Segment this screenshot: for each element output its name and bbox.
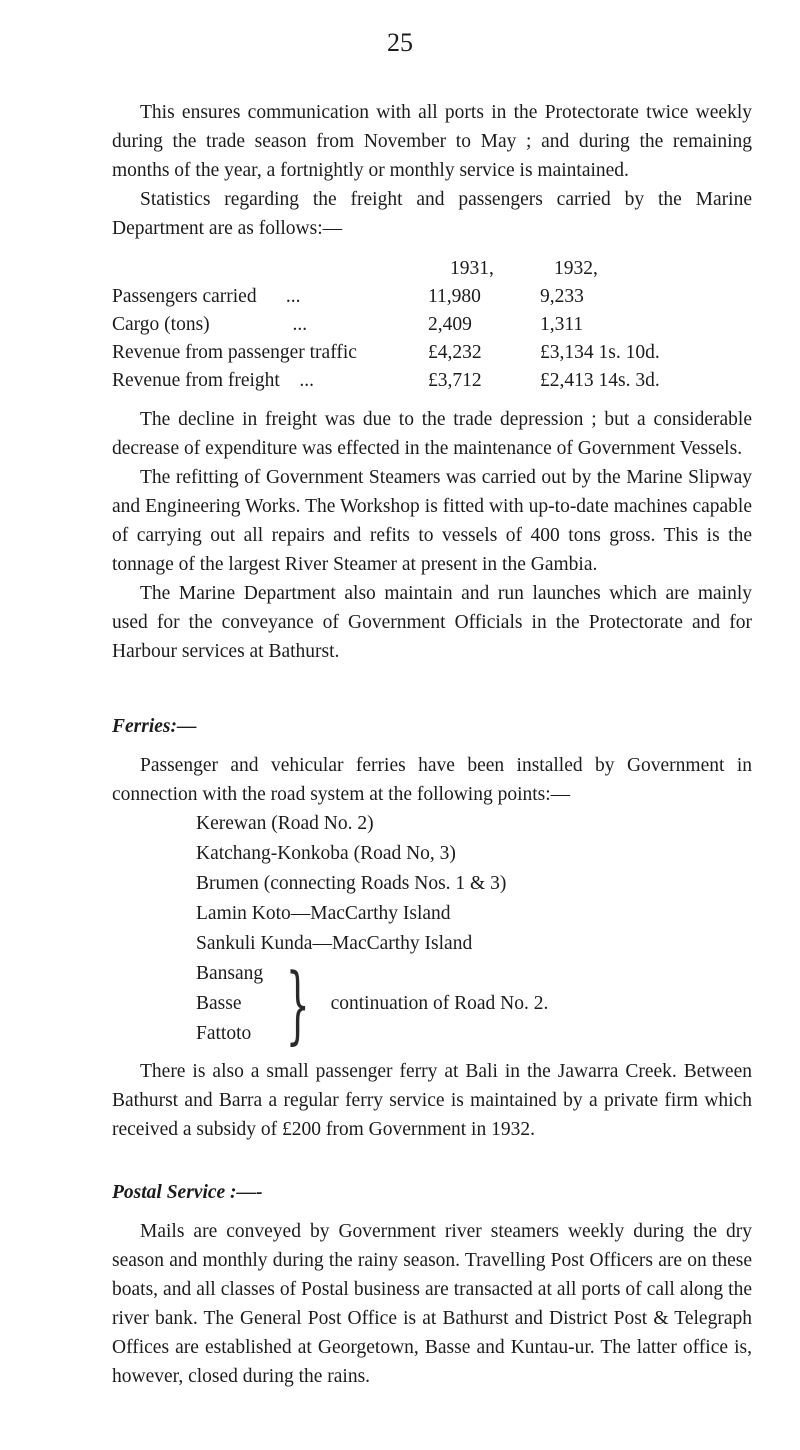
statistics-row	[112, 339, 752, 367]
value-1932: £3,134 1s. 10d.	[540, 342, 660, 363]
value-1932: £2,413 14s. 3d.	[540, 370, 660, 391]
statistics-row	[112, 311, 752, 339]
row-label: Revenue from freight ...	[112, 370, 314, 391]
value-1931: £3,712	[428, 370, 482, 391]
value-1932: 1,311	[540, 314, 584, 335]
brace-icon: }	[285, 955, 310, 1053]
value-1932: 9,233	[540, 286, 584, 307]
row-label: Cargo (tons) ...	[112, 314, 308, 335]
page-number: 25	[387, 28, 413, 57]
ferry-group	[196, 955, 752, 1053]
postal-paragraph: Mails are conveyed by Government river steamers weekly during the dry season and monthly during the rainy season. Travelling Post Officers are on these boats, and all classes of Postal business are transacted at all ports of call along the river bank. The General Post Office is at Bathurst and District Post & Telegraph Offices are established at Georgetown, Basse and Kuntau-ur. The latter office is, however, closed during the rains.	[112, 1221, 752, 1387]
list-item: Fattoto	[196, 1023, 252, 1044]
ferry-points-list	[196, 809, 752, 1053]
statistics-row	[112, 283, 752, 311]
list-item: Sankuli Kunda—MacCarthy Island	[196, 933, 473, 954]
decline-paragraph: The decline in freight was due to the trade depression ; but a considerable decrease of expenditure was effected in the maintenance of Government Vessels.	[112, 409, 752, 459]
ferries-intro: Passenger and vehicular ferries have been installed by Government in connection with the road system at the following points:—	[112, 755, 752, 805]
list-item: Lamin Koto—MacCarthy Island	[196, 903, 451, 924]
statistics-row	[112, 367, 752, 395]
statistics-table	[112, 255, 752, 395]
document-body	[112, 98, 752, 1391]
launches-paragraph: The Marine Department also maintain and run launches which are mainly used for the conveyance of Government Officials in the Protectorate and for Harbour services at Bathurst.	[112, 583, 752, 662]
header-1932: 1932,	[554, 258, 598, 279]
list-item: Brumen (connecting Roads Nos. 1 & 3)	[196, 873, 507, 894]
list-item: Katchang-Konkoba (Road No, 3)	[196, 843, 456, 864]
row-label: Revenue from passenger traffic	[112, 342, 357, 363]
statistics-intro: Statistics regarding the freight and passengers carried by the Marine Department are as follows:—	[112, 189, 752, 239]
list-item: Basse	[196, 993, 242, 1014]
value-1931: 2,409	[428, 314, 472, 335]
value-1931: £4,232	[428, 342, 482, 363]
list-item: Bansang	[196, 963, 264, 984]
value-1931: 11,980	[428, 286, 481, 307]
postal-heading: Postal Service :—-	[112, 1182, 263, 1203]
statistics-header-row	[112, 255, 752, 283]
ferries-heading: Ferries:—	[112, 716, 197, 737]
ferry-group-note: continuation of Road No. 2.	[330, 993, 549, 1014]
bali-ferry-paragraph: There is also a small passenger ferry at Bali in the Jawarra Creek. Between Bathurst and Barra a regular ferry service is maintained by a private firm which received a subsidy of £200 from Government in 1932.	[112, 1061, 752, 1140]
refitting-paragraph: The refitting of Government Steamers was carried out by the Marine Slipway and Engineering Works. The Workshop is fitted with up-to-date machines capable of carrying out all repairs and refits to vessels of 400 tons gross. This is the tonnage of the largest River Steamer at present in the Gambia.	[112, 467, 752, 575]
row-label: Passengers carried ...	[112, 286, 301, 307]
header-1931: 1931,	[450, 258, 494, 279]
list-item: Kerewan (Road No. 2)	[196, 813, 374, 834]
intro-paragraph: This ensures communication with all ports in the Protectorate twice weekly during the trade season from November to May ; and during the remaining months of the year, a fortnightly or monthly service is maintained.	[112, 102, 752, 181]
